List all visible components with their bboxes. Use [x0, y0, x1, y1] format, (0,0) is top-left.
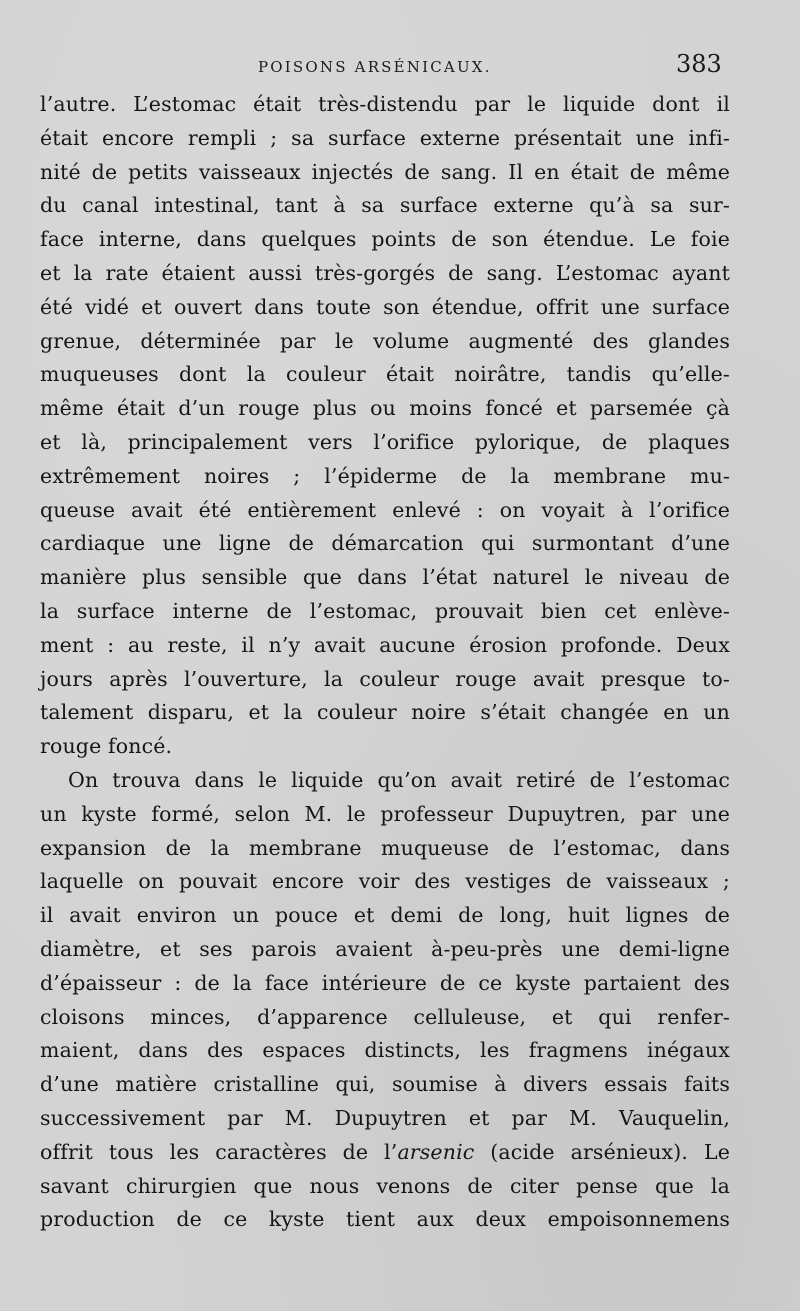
text-line: un kyste formé, selon M. le professeur Dupuytren, par une — [40, 801, 730, 826]
paragraph-2 — [40, 764, 730, 1237]
text-line: cloisons minces, d’apparence celluleuse, et qui renfer- — [40, 1004, 730, 1029]
text-line: il avait environ un pouce et demi de long, huit lignes de — [40, 903, 730, 928]
text-line: et là, principalement vers l’orifice pylorique, de plaques — [40, 429, 730, 454]
text-line: d’épaisseur : de la face intérieure de ce kyste partaient des — [40, 970, 730, 995]
text-segment: offrit tous les caractères de l’ — [40, 1139, 398, 1164]
italic-term-arsenic: arsenic — [397, 1139, 475, 1164]
text-line: été vidé et ouvert dans toute son étendue, offrit une surface — [40, 294, 730, 319]
text-line: rouge foncé. — [40, 734, 173, 759]
running-title: POISONS ARSÉNICAUX. — [258, 58, 492, 76]
text-line: talement disparu, et la couleur noire s’était changée en un — [40, 700, 730, 725]
text-line: ment : au reste, il n’y avait aucune érosion profonde. Deux — [40, 632, 730, 657]
text-line: nité de petits vaisseaux injectés de sang. Il en était de même — [40, 159, 730, 184]
text-line: même était d’un rouge plus ou moins foncé et parsemée çà — [40, 396, 730, 421]
text-segment: (acide arsénieux). Le — [474, 1139, 730, 1164]
text-line: jours après l’ouverture, la couleur rouge avait presque to- — [40, 666, 730, 691]
text-line: manière plus sensible que dans l’état naturel le niveau de — [40, 565, 730, 590]
text-line: On trouva dans le liquide qu’on avait retiré de l’estomac — [68, 767, 730, 792]
text-line: grenue, déterminée par le volume augmenté des glandes — [40, 328, 730, 353]
running-header — [0, 50, 800, 86]
text-line: cardiaque une ligne de démarcation qui surmontant d’une — [40, 531, 730, 556]
text-line: queuse avait été entièrement enlevé : on voyait à l’orifice — [40, 497, 730, 522]
text-line: laquelle on pouvait encore voir des vestiges de vaisseaux ; — [40, 869, 730, 894]
text-line: successivement par M. Dupuytren et par M. Vauquelin, — [40, 1105, 730, 1130]
text-line: diamètre, et ses parois avaient à-peu-près une demi-ligne — [40, 936, 730, 961]
body-text — [40, 88, 730, 1237]
text-line: l’autre. L’estomac était très-distendu par le liquide dont il — [40, 92, 730, 116]
text-line: muqueuses dont la couleur était noirâtre, tandis qu’elle- — [40, 362, 730, 387]
text-line: production de ce kyste tient aux deux empoisonnemens — [40, 1207, 730, 1232]
text-line: maient, dans des espaces distincts, les fragmens inégaux — [40, 1038, 730, 1063]
text-line-with-italic — [40, 1136, 730, 1170]
text-line: et la rate étaient aussi très-gorgés de sang. L’estomac ayant — [40, 260, 730, 285]
text-line: savant chirurgien que nous venons de citer pense que la — [40, 1173, 730, 1198]
text-line: était encore rempli ; sa surface externe présentait une infi- — [40, 125, 730, 150]
paragraph-1 — [40, 88, 730, 764]
text-line: expansion de la membrane muqueuse de l’estomac, dans — [40, 835, 730, 860]
text-line: face interne, dans quelques points de son étendue. Le foie — [40, 227, 730, 252]
text-line: la surface interne de l’estomac, prouvait bien cet enlève- — [40, 598, 730, 623]
text-line: du canal intestinal, tant à sa surface externe qu’à sa sur- — [40, 193, 730, 218]
text-line: extrêmement noires ; l’épiderme de la membrane mu- — [40, 463, 730, 488]
text-line: d’une matière cristalline qui, soumise à divers essais faits — [40, 1072, 730, 1097]
page-number: 383 — [676, 50, 722, 78]
